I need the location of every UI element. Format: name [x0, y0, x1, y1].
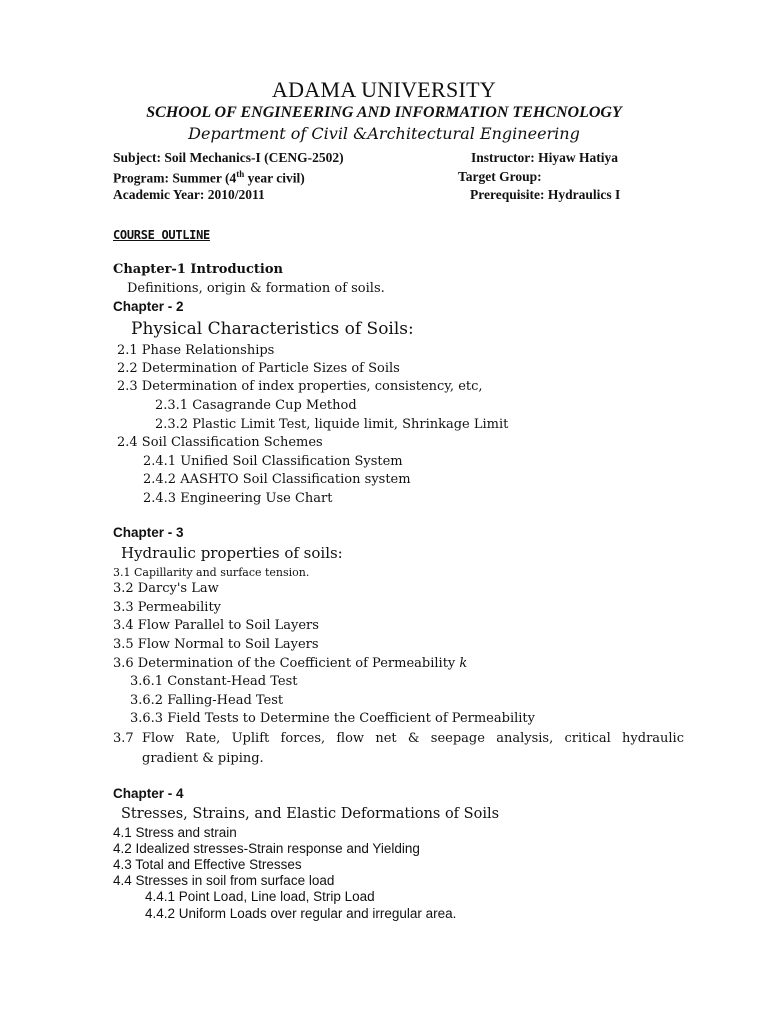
school-title: SCHOOL OF ENGINEERING AND INFORMATION TEHCNOLOGY — [146, 104, 622, 121]
course-outline-heading: COURSE OUTLINE — [113, 228, 210, 242]
chapter-2-item: 2.4.3 Engineering Use Chart — [143, 491, 333, 506]
chapter-1-item: Definitions, origin & formation of soils. — [127, 281, 385, 296]
program-line — [113, 169, 305, 187]
chapter-2-item: 2.3.1 Casagrande Cup Method — [155, 398, 357, 413]
chapter-4-item: 4.3 Total and Effective Stresses — [113, 857, 302, 872]
department-title: Department of Civil &Architectural Engineering — [188, 124, 580, 143]
instructor-line: Instructor: Hiyaw Hatiya — [471, 150, 618, 165]
chapter-1-heading: Chapter-1 Introduction — [113, 262, 283, 277]
chapter-3-item-number: 3.7 — [113, 731, 134, 746]
chapter-4-item: 4.4 Stresses in soil from surface load — [113, 873, 335, 888]
chapter-2-item: 2.2 Determination of Particle Sizes of Soils — [117, 361, 400, 376]
k-symbol: k — [459, 656, 468, 671]
target-group-line: Target Group: — [458, 169, 542, 184]
university-title: ADAMA UNIVERSITY — [271, 77, 497, 102]
program-sup: th — [236, 169, 245, 179]
chapter-3-item: 3.1 Capillarity and surface tension. — [113, 566, 310, 579]
chapter-3-item: gradient & piping. — [142, 751, 264, 766]
chapter-4-item: 4.4.1 Point Load, Line load, Strip Load — [145, 889, 375, 904]
chapter-3-title: Hydraulic properties of soils: — [121, 544, 343, 562]
chapter-3-item-with-symbol — [113, 656, 467, 671]
chapter-2-item: 2.4.1 Unified Soil Classification System — [143, 454, 403, 469]
chapter-3-item: 3.5 Flow Normal to Soil Layers — [113, 637, 319, 652]
chapter-3-item: 3.4 Flow Parallel to Soil Layers — [113, 618, 319, 633]
prerequisite-line: Prerequisite: Hydraulics I — [470, 187, 621, 202]
chapter-3-item: 3.2 Darcy's Law — [113, 581, 219, 596]
chapter-4-item: 4.1 Stress and strain — [113, 825, 237, 840]
chapter-3-item: 3.6.1 Constant-Head Test — [130, 674, 298, 689]
chapter-2-item: 2.3.2 Plastic Limit Test, liquide limit, Shrinkage Limit — [155, 417, 509, 432]
chapter-3-item: 3.6.3 Field Tests to Determine the Coefficient of Permeability — [130, 711, 535, 726]
chapter-4-item: 4.2 Idealized stresses-Strain response and Yielding — [113, 841, 420, 856]
program-prefix: Program: Summer (4 — [113, 170, 237, 186]
program-suffix: year civil) — [244, 170, 305, 186]
chapter-3-item: Flow Rate, Uplift forces, flow net & seepage analysis, critical hydraulic — [142, 731, 684, 746]
chapter-3-item: 3.3 Permeability — [113, 600, 222, 615]
chapter-2-title: Physical Characteristics of Soils: — [131, 319, 414, 339]
chapter-4-heading: Chapter - 4 — [113, 786, 184, 801]
chapter-4-title: Stresses, Strains, and Elastic Deformations of Soils — [121, 806, 500, 822]
chapter-3-item-text: 3.6 Determination of the Coefficient of Permeability — [113, 656, 456, 671]
chapter-2-heading: Chapter - 2 — [113, 299, 184, 314]
chapter-3-item: 3.6.2 Falling-Head Test — [130, 693, 284, 708]
chapter-2-item: 2.1 Phase Relationships — [117, 343, 275, 358]
chapter-3-heading: Chapter - 3 — [113, 525, 184, 540]
academic-year-line: Academic Year: 2010/2011 — [113, 187, 265, 202]
chapter-2-item: 2.4 Soil Classification Schemes — [117, 435, 323, 450]
chapter-4-item: 4.4.2 Uniform Loads over regular and irregular area. — [145, 906, 457, 921]
chapter-2-item: 2.3 Determination of index properties, consistency, etc, — [117, 379, 483, 394]
chapter-2-item: 2.4.2 AASHTO Soil Classification system — [143, 472, 411, 487]
subject-line: Subject: Soil Mechanics-I (CENG-2502) — [113, 150, 344, 165]
